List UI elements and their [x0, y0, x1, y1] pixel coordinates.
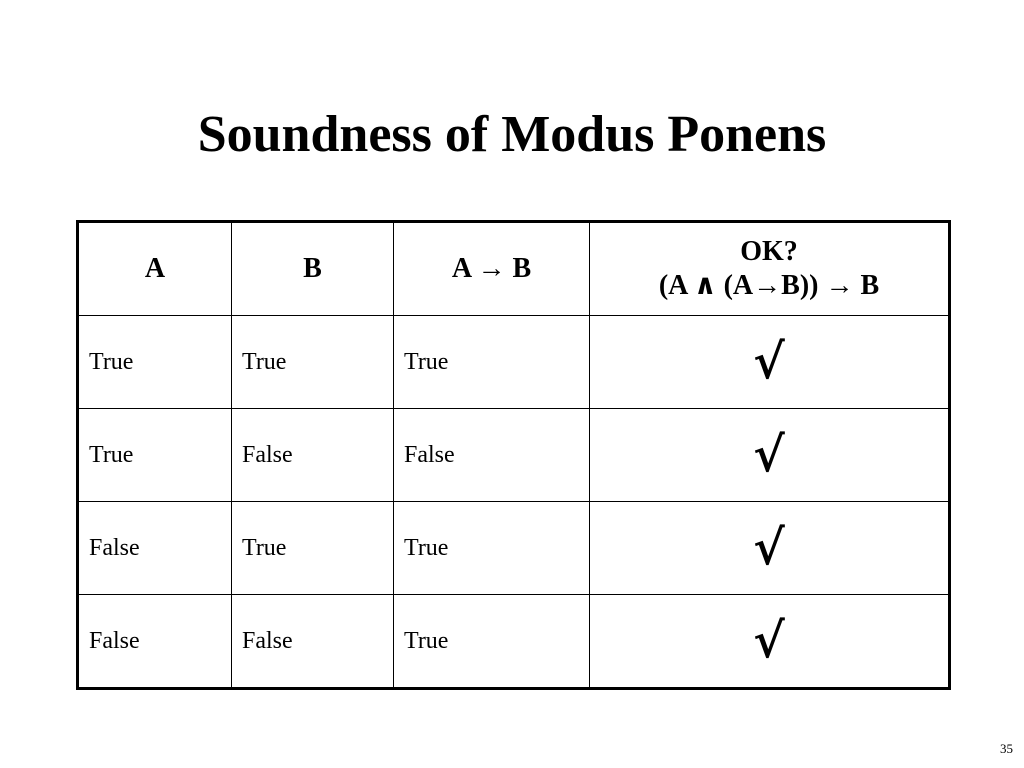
table-row [78, 502, 950, 595]
cell-b: False [232, 595, 394, 689]
cell-ok [590, 595, 950, 689]
truth-table [76, 220, 951, 690]
cell-a: True [78, 409, 232, 502]
header-a: A [78, 222, 232, 316]
cell-b: True [232, 502, 394, 595]
checkmark-icon: √ [753, 427, 785, 483]
cell-a: False [78, 595, 232, 689]
header-b: B [232, 222, 394, 316]
checkmark-icon: √ [753, 613, 785, 669]
header-a-implies-b: A → B [394, 222, 590, 316]
table-row [78, 409, 950, 502]
cell-b: True [232, 316, 394, 409]
checkmark-icon: √ [753, 334, 785, 390]
checkmark-icon: √ [753, 520, 785, 576]
cell-ok [590, 316, 950, 409]
table-row [78, 595, 950, 689]
slide-title: Soundness of Modus Ponens [197, 106, 827, 163]
cell-a: True [78, 316, 232, 409]
cell-a-implies-b: True [394, 316, 590, 409]
cell-a-implies-b: True [394, 502, 590, 595]
header-ok [590, 222, 950, 316]
cell-ok [590, 502, 950, 595]
cell-ok [590, 409, 950, 502]
cell-b: False [232, 409, 394, 502]
cell-a-implies-b: False [394, 409, 590, 502]
header-ok-label: OK? [740, 236, 798, 267]
cell-a-implies-b: True [394, 595, 590, 689]
header-ok-formula: (A ∧ (A→B)) → B [658, 270, 880, 301]
cell-a: False [78, 502, 232, 595]
table-row [78, 316, 950, 409]
table-header-row [78, 222, 950, 316]
page-number: 35 [1000, 741, 1013, 756]
